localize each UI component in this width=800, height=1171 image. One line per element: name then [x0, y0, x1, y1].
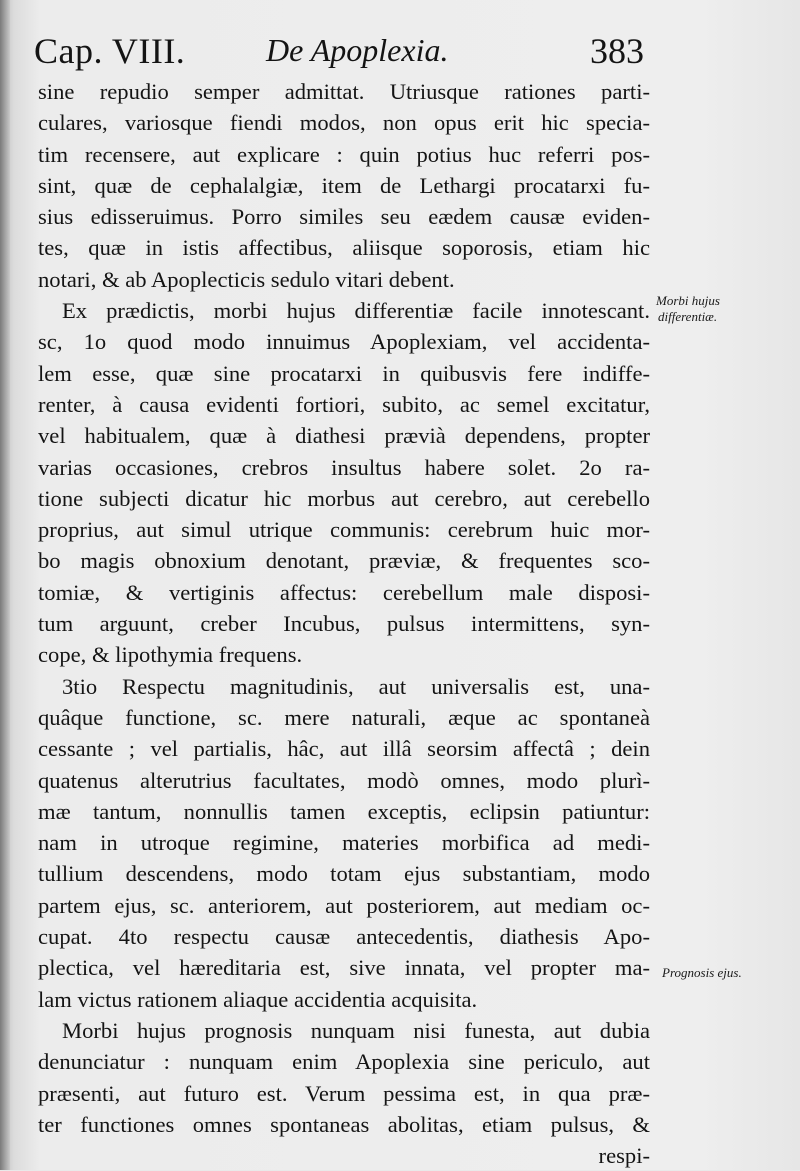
- text-line: tomiæ, & vertiginis affectus: cerebellum male disposi-: [38, 579, 650, 605]
- text-line: plectica, vel hæreditaria est, sive innata, vel propter ma-: [38, 955, 650, 981]
- text-line: notari, & ab Apoplecticis sedulo vitari debent.: [38, 266, 455, 292]
- marginal-note-line: differentiæ.: [658, 309, 718, 324]
- text-line: cope, & lipothymia frequens.: [38, 642, 303, 668]
- text-line: partem ejus, sc. anteriorem, aut posteriorem, aut mediam oc-: [38, 892, 650, 918]
- text-line: lem esse, quæ sine procatarxi in quibusvis fere indiffe-: [38, 360, 650, 386]
- chapter-label: Cap. VIII.: [34, 31, 186, 71]
- body-text: [38, 76, 650, 1171]
- text-line: tione subjecti dicatur hic morbus aut cerebro, aut cerebello: [38, 485, 650, 511]
- page-number: 383: [590, 31, 644, 71]
- chapter-title: De Apoplexia.: [266, 32, 449, 68]
- marginal-note-differentiae: [656, 293, 720, 325]
- catchword: respi-: [598, 1143, 650, 1169]
- text-line: 3tio Respectu magnitudinis, aut universalis est, una-: [62, 673, 650, 699]
- text-line: lam victus rationem aliaque accidentia acquisita.: [38, 986, 478, 1012]
- text-line: tim recensere, aut explicare : quin potius huc referri pos-: [38, 141, 650, 167]
- marginal-note-prognosis: Prognosis ejus.: [662, 965, 742, 980]
- text-line: ter functiones omnes spontaneas abolitas, etiam pulsus, &: [38, 1111, 650, 1137]
- text-line: sint, quæ de cephalalgiæ, item de Lethargi procatarxi fu-: [38, 172, 650, 198]
- text-line: tullium descendens, modo totam ejus substantiam, modo: [38, 861, 650, 887]
- text-line: sine repudio semper admittat. Utriusque rationes parti-: [38, 79, 650, 104]
- text-line: quâque functione, sc. mere naturali, æque ac spontaneà: [38, 704, 650, 730]
- text-line: sc, 1o quod modo innuimus Apoplexiam, vel accidenta-: [38, 329, 650, 355]
- text-line: sius edisseruimus. Porro similes seu eædem causæ eviden-: [38, 204, 650, 230]
- text-line: bo magis obnoxium denotant, præviæ, & frequentes sco-: [38, 548, 650, 574]
- text-line: vel habitualem, quæ à diathesi prævià dependens, propter: [38, 423, 650, 449]
- text-line: proprius, aut simul utrique communis: cerebrum huic mor-: [38, 517, 650, 543]
- text-line: denunciatur : nunquam enim Apoplexia sine periculo, aut: [38, 1049, 650, 1075]
- text-line: varias occasiones, crebros insultus habere solet. 2o ra-: [38, 454, 650, 480]
- running-header: [34, 30, 644, 78]
- text-line: tes, quæ in istis affectibus, aliisque soporosis, etiam hic: [38, 235, 650, 261]
- text-line: quatenus alterutrius facultates, modò omnes, modo plurì-: [38, 767, 650, 793]
- text-line: Ex prædictis, morbi hujus differentiæ facile innotescant.: [62, 298, 650, 324]
- text-line: renter, à causa evidenti fortiori, subito, ac semel excitatur,: [38, 391, 650, 417]
- text-line: mæ tantum, nonnullis tamen exceptis, eclipsin patiuntur:: [38, 798, 650, 824]
- text-line: tum arguunt, creber Incubus, pulsus intermittens, syn-: [38, 611, 650, 637]
- text-line: Morbi hujus prognosis nunquam nisi funesta, aut dubia: [62, 1017, 650, 1043]
- text-line: culares, variosque fiendi modos, non opus erit hic specia-: [38, 110, 650, 136]
- text-line: cupat. 4to respectu causæ antecedentis, diathesis Apo-: [38, 924, 650, 950]
- marginal-note-line: Morbi hujus: [656, 293, 720, 308]
- text-line: cessante ; vel partialis, hâc, aut illâ seorsim affectâ ; dein: [38, 736, 650, 762]
- text-line: præsenti, aut futuro est. Verum pessima est, in qua præ-: [38, 1080, 650, 1106]
- page-spine-shadow: [0, 0, 10, 1170]
- text-line: nam in utroque regimine, materies morbifica ad medi-: [38, 830, 650, 856]
